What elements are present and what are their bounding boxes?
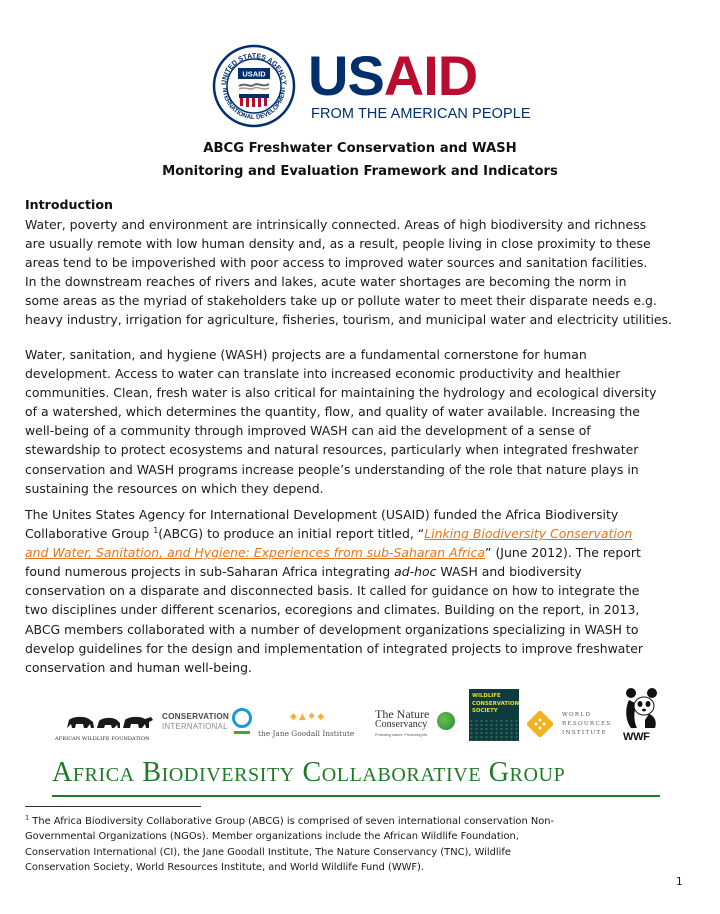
report-link[interactable]: Linking Biodiversity Conservation [424,526,633,542]
awf-logo [55,714,160,742]
wwf-logo: WWF [620,686,662,744]
wri-knot-icon [527,711,553,737]
report-link-continued[interactable]: and Water, Sanitation, and Hygiene: Experiences from sub-Saharan Africa [25,545,486,561]
abcg-banner-rule [52,795,660,797]
footnote-marker: 1 [25,813,30,822]
panda-icon [621,686,661,730]
svg-text:USAID: USAID [242,69,266,79]
partner-logos-row [55,686,675,746]
awf-logo-text: AFRICAN WILDLIFE FOUNDATION [55,736,150,742]
document-title-line1: ABCG Freshwater Conservation and WASH [203,141,517,156]
tnc-globe-icon [437,712,455,730]
abcg-banner: Africa Biodiversity Collaborative Group [52,757,566,788]
world-resources-institute-logo: WORLD RESOURCES INSTITUTE [527,708,617,740]
footnote-separator [25,806,201,807]
introduction-heading: Introduction [25,197,113,212]
footnote: $^1$ The Africa Biodiversity Collaborative Group (ABCG) is comprised of seven international conservation Non- Governmental Organizations (NGOs). Member organizations include the African Wildlife Foundation, Conservation International (CI), the Jane Goodall Institute, The Nature Conservancy (TNC), Wildlife Conservation Society, World Resources Institute, and World Wildlife Fund (WWF). [25,813,555,874]
svg-text:UNITED STATES AGENCY: UNITED STATES AGENCY [220,52,288,86]
ci-ring-icon [232,708,252,728]
wildlife-conservation-society-logo: WILDLIFE CONSERVATION SOCIETY [469,689,519,741]
ci-bar-icon [234,731,250,734]
svg-text:INTERNATIONAL DEVELOPMENT: NTERNATIONAL DEVELOPMENT [220,86,288,122]
paragraph-3: The Unites States Agency for International Development (USAID) funded the Africa Biodiversity Collaborative Group $^1$(ABCG) to produce an initial report titled, “Linking Biodiversity Conservation and Water, Sanitation, and Hygiene: Experiences from sub-Saharan Africa” (June 2012). The report found numerous projects in sub-Saharan Africa integrating ad-hoc WASH and biodiversity conservation on a disparate and disconnected basis. It called for guidance on how to integrate the two disciplines under different scenarios, ecoregions and climates. Building on the report, in 2013, ABCG members collaborated with a number of development organizations specializing in WASH to develop guidelines for the design and implementation of integrated projects to improve freshwater conservation and human well-being. [25,507,644,675]
footnote-ref[interactable]: 1 [153,525,159,535]
conservation-international-logo: CONSERVATION INTERNATIONAL [162,708,257,742]
jane-goodall-institute-logo: ◆▲✸◆ the Jane Goodall Institute [258,712,355,738]
jgi-animals-icon: ◆▲✸◆ [290,712,327,722]
usaid-tagline: FROM THE AMERICAN PEOPLE [311,106,531,122]
paragraph-1: Water, poverty and environment are intrinsically connected. Areas of high biodiversity and richness are usually remote with low human density and, as a result, people living in close proximity to these areas tend to be impoverished with poor access to improved water sources and sanitation facilities. In the downstream reaches of rivers and lakes, acute water shortages are becoming the norm in some areas as the myriad of stakeholders take up or pollute water to meet their disparate needs e.g. heavy industry, irrigation for agriculture, fisheries, tourism, and municipal water and electricity utilities. [25,217,672,328]
usaid-wordmark: USAID [308,44,478,107]
nature-conservancy-logo: The Nature Conservancy Protecting nature. Preserving life. [373,706,455,742]
wcs-pattern-icon [469,719,519,741]
paragraph-2: Water, sanitation, and hygiene (WASH) projects are a fundamental cornerstone for human development. Access to water can translate into increased economic productivity and healthier communities. Clean, fresh water is also critical for maintaining the hydrology and ecological diversity of a watershed, which determines the quantity, flow, and quality of water available. Increasing the well-being of a community through improved WASH can aid the development of a sense of stewardship to protect ecosystems and natural resources, particularly when integrated freshwater conservation and WASH programs increase people’s understanding of the role that nature plays in sustaining the resources on which they depend. [25,347,657,496]
document-title-line2: Monitoring and Evaluation Framework and Indicators [162,164,558,179]
usaid-logo [210,42,540,128]
usaid-seal-icon [212,44,296,128]
page-number: 1 [676,876,683,888]
elephants-icon [63,714,158,730]
